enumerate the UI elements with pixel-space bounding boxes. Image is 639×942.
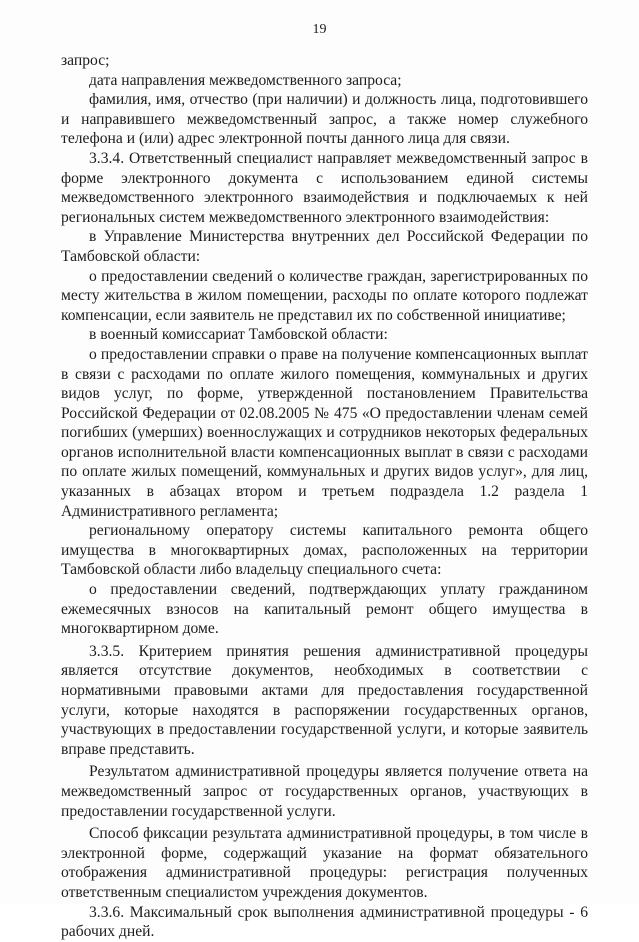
paragraph-mvd: в Управление Министерства внутренних дел Российской Федерации по Тамбовской области: xyxy=(61,228,588,265)
paragraph-regional-operator: региональному оператору системы капитального ремонта общего имущества в многоквартирных домах, расположенных на территории Тамбовской области либо владельцу специального счета: xyxy=(61,522,588,579)
paragraph-military-request: о предоставлении справки о праве на получение компенсационных выплат в связи с расходами по оплате жилого помещения, коммунальных и других видов услуг, по форме, утвержденной постановлением Правительства Российской Федерации от 02.08.2005 № 475 «О предоставлении членам семей погибших (умерших) военнослужащих и сотрудников некоторых федеральных органов исполнительной власти компенсационных выплат в связи с расходами по оплате жилых помещений, коммунальных и других видов услуг», для лиц, указанных в абзацах втором и третьем подраздела 1.2 раздела 1 Административного регламента; xyxy=(61,345,588,520)
paragraph-fixation-method: Способ фиксации результата административной процедуры, в том числе в электронной форме, содержащий указание на формат обязательного отображения административной процедуры: регистрация полученных ответственным специалистом учреждения документов. xyxy=(61,825,588,901)
paragraph-request-continuation: запрос; xyxy=(61,52,110,69)
paragraph-military: в военный комиссариат Тамбовской области: xyxy=(89,326,388,344)
paragraph-mvd-request: о предоставлении сведений о количестве граждан, зарегистрированных по месту жительства в жилом помещении, расходы по оплате которого подлежат компенсации, если заявитель не представил их по собственной инициативе; xyxy=(61,267,588,324)
paragraph-operator-request: о предоставлении сведений, подтверждающих уплату гражданином ежемесячных взносов на капитальный ремонт общего имущества в многоквартирном доме. xyxy=(61,581,588,638)
paragraph-3-3-4: 3.3.4. Ответственный специалист направляет межведомственный запрос в форме электронного документа с использованием единой системы межведомственного электронного взаимодействия и подключаемых к ней региональных систем межведомственного электронного взаимодействия: xyxy=(61,149,588,226)
paragraph-request-contact: фамилия, имя, отчество (при наличии) и должность лица, подготовившего и направившего межведомственный запрос, а также номер служебного телефона и (или) адрес электронной почты данного лица для связи. xyxy=(61,91,588,148)
paragraph-request-date: дата направления межведомственного запроса; xyxy=(89,71,402,89)
page-number: 19 xyxy=(312,22,327,37)
paragraph-3-3-6: 3.3.6. Максимальный срок выполнения административной процедуры - 6 рабочих дней. xyxy=(61,903,588,941)
paragraph-3-3-5: 3.3.5. Критерием принятия решения административной процедуры является отсутствие документов, необходимых в соответствии с нормативными правовыми актами для предоставления государственной услуги, которые находятся в распоряжении государственных органов, участвующих в предоставлении государственной услуги, и которые заявитель вправе представить. xyxy=(61,642,588,758)
paragraph-result: Результатом административной процедуры является получение ответа на межведомственный запрос от государственных органов, участвующих в предоставлении государственной услуги. xyxy=(61,763,588,820)
document-body xyxy=(61,51,588,942)
